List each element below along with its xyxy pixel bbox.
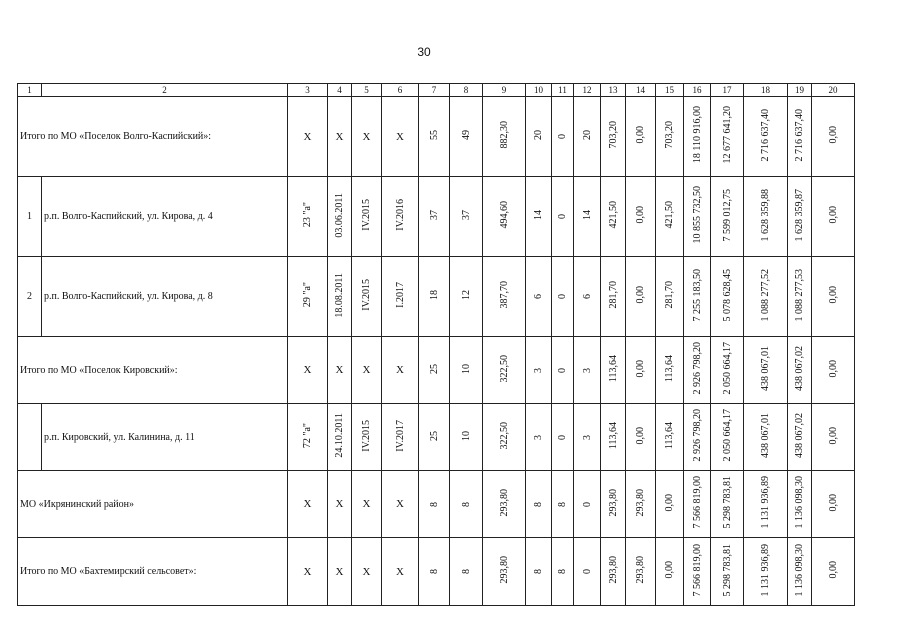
cell-c4: 24.10.2011 — [334, 413, 345, 458]
cell-c4: 18.08.2011 — [334, 272, 345, 318]
col-number: 4 — [328, 84, 352, 97]
cell-c17: 5 078 628,45 — [721, 268, 733, 322]
cell-c8: 8 — [460, 501, 472, 507]
cell-c4: X — [328, 337, 352, 404]
col-number: 16 — [684, 84, 711, 97]
cell-c13: 421,50 — [607, 201, 619, 229]
cell-c12: 3 — [581, 367, 593, 373]
cell-c9: 293,80 — [498, 488, 510, 517]
cell-c18: 438 067,01 — [760, 413, 771, 458]
cell-c6: I.2017 — [394, 282, 406, 308]
cell-c19: 2 716 637,40 — [794, 108, 805, 162]
table-row — [18, 538, 855, 606]
cell-c13: 703,20 — [607, 121, 619, 149]
col-number: 11 — [552, 84, 574, 97]
cell-c14: 0,00 — [635, 359, 646, 378]
cell-c19: 438 067,02 — [794, 346, 805, 391]
cell-c17: 2 050 664,17 — [721, 342, 733, 395]
row-name: р.п. Кировский, ул. Калинина, д. 11 — [42, 404, 288, 471]
cell-c14: 293,80 — [635, 556, 646, 584]
cell-c18: 1 131 936,89 — [760, 476, 771, 529]
cell-c7: 8 — [428, 501, 440, 507]
cell-c7: 8 — [428, 569, 440, 574]
cell-c15: 0,00 — [664, 561, 675, 579]
row-number — [18, 404, 42, 471]
row-name: р.п. Волго-Каспийский, ул. Кирова, д. 4 — [42, 177, 288, 257]
cell-c13: 293,80 — [607, 556, 619, 584]
cell-c18: 1 131 936,89 — [760, 543, 771, 597]
table-row — [18, 404, 855, 471]
cell-c18: 1 628 359,88 — [760, 188, 771, 242]
cell-c6: X — [382, 97, 419, 177]
cell-c7: 55 — [428, 130, 440, 140]
table-row — [18, 177, 855, 257]
cell-c8: 49 — [460, 130, 472, 140]
cell-c15: 703,20 — [664, 121, 675, 149]
cell-c10: 8 — [533, 501, 544, 507]
col-number: 18 — [744, 84, 788, 97]
cell-c5: X — [352, 97, 382, 177]
cell-c19: 1 088 277,53 — [794, 268, 805, 322]
cell-c9: 882,30 — [498, 121, 510, 149]
cell-c18: 2 716 637,40 — [760, 108, 771, 162]
cell-c10: 3 — [533, 434, 544, 440]
cell-c11: 0 — [557, 134, 568, 139]
cell-c8: 37 — [460, 210, 472, 220]
cell-c4: X — [328, 471, 352, 538]
col-number: 2 — [42, 84, 288, 97]
cell-c15: 281,70 — [664, 281, 675, 309]
cell-c20: 0,00 — [827, 426, 839, 445]
cell-c16: 7 566 819,00 — [691, 543, 703, 597]
cell-c7: 37 — [428, 210, 440, 220]
cell-c5: IV.2015 — [361, 419, 372, 452]
cell-c20: 0,00 — [827, 561, 839, 579]
cell-c16: 7 255 183,50 — [691, 268, 703, 322]
cell-c19: 1 136 098,30 — [794, 476, 805, 529]
cell-c3: 72 "а" — [302, 422, 313, 449]
col-number: 14 — [626, 84, 656, 97]
cell-c12: 14 — [581, 210, 593, 220]
cell-c7: 18 — [428, 290, 440, 300]
cell-c18: 1 088 277,52 — [760, 268, 771, 322]
cell-c16: 2 926 798,20 — [691, 409, 703, 462]
cell-c19: 1 628 359,87 — [794, 188, 805, 242]
cell-c11: 8 — [557, 501, 568, 507]
row-name: Итого по МО «Поселок Кировский»: — [18, 337, 288, 404]
table-row — [18, 257, 855, 337]
cell-c19: 438 067,02 — [794, 413, 805, 458]
row-name: МО «Икрянинский район» — [18, 471, 288, 538]
cell-c15: 113,64 — [664, 354, 675, 383]
cell-c4: X — [328, 97, 352, 177]
cell-c20: 0,00 — [827, 206, 839, 224]
cell-c6: IV.2016 — [394, 199, 406, 231]
cell-c14: 0,00 — [635, 426, 646, 445]
cell-c3: X — [288, 471, 328, 538]
cell-c4: X — [328, 538, 352, 606]
cell-c4: 03.06.2011 — [334, 192, 345, 238]
cell-c17: 5 298 783,81 — [721, 476, 733, 529]
cell-c16: 7 566 819,00 — [691, 476, 703, 529]
cell-c12: 3 — [581, 434, 593, 440]
cell-c11: 0 — [557, 367, 568, 373]
cell-c15: 0,00 — [664, 493, 675, 512]
cell-c15: 113,64 — [664, 421, 675, 450]
cell-c13: 281,70 — [607, 281, 619, 309]
cell-c13: 113,64 — [607, 421, 619, 450]
col-number: 12 — [574, 84, 601, 97]
col-number: 10 — [526, 84, 552, 97]
cell-c11: 8 — [557, 569, 568, 574]
row-number: 2 — [18, 257, 42, 337]
cell-c14: 0,00 — [635, 206, 646, 224]
cell-c12: 0 — [581, 501, 593, 507]
col-number: 3 — [288, 84, 328, 97]
table-row — [18, 97, 855, 177]
cell-c13: 293,80 — [607, 488, 619, 517]
col-number: 1 — [18, 84, 42, 97]
cell-c3: 23 "а" — [302, 202, 313, 228]
col-number: 13 — [601, 84, 626, 97]
cell-c17: 12 677 641,20 — [721, 106, 733, 164]
cell-c6: X — [382, 471, 419, 538]
row-name: р.п. Волго-Каспийский, ул. Кирова, д. 8 — [42, 257, 288, 337]
col-number: 20 — [812, 84, 855, 97]
cell-c6: X — [382, 538, 419, 606]
cell-c12: 20 — [581, 130, 593, 140]
cell-c5: IV.2015 — [361, 199, 372, 231]
cell-c20: 0,00 — [827, 493, 839, 512]
cell-c10: 8 — [533, 569, 544, 574]
cell-c16: 2 926 798,20 — [691, 342, 703, 395]
cell-c5: X — [352, 471, 382, 538]
cell-c5: X — [352, 337, 382, 404]
cell-c9: 494,60 — [498, 201, 510, 229]
cell-c12: 6 — [581, 294, 593, 299]
cell-c3: 29 "а" — [302, 282, 313, 308]
cell-c15: 421,50 — [664, 201, 675, 229]
cell-c5: X — [352, 538, 382, 606]
cell-c8: 10 — [460, 363, 472, 374]
cell-c5: IV.2015 — [361, 279, 372, 311]
table-row — [18, 471, 855, 538]
cell-c7: 25 — [428, 363, 440, 374]
cell-c9: 293,80 — [498, 556, 510, 584]
cell-c17: 5 298 783,81 — [721, 543, 733, 597]
cell-c12: 0 — [581, 569, 593, 574]
col-number: 15 — [656, 84, 684, 97]
col-number: 5 — [352, 84, 382, 97]
col-number: 7 — [419, 84, 450, 97]
cell-c3: X — [288, 337, 328, 404]
cell-c14: 0,00 — [635, 126, 646, 144]
cell-c11: 0 — [557, 294, 568, 299]
housing-program-table — [17, 83, 855, 606]
col-number: 8 — [450, 84, 483, 97]
page-number: 30 — [417, 45, 431, 59]
cell-c3: X — [288, 538, 328, 606]
cell-c8: 12 — [460, 290, 472, 300]
cell-c10: 14 — [533, 210, 544, 220]
cell-c7: 25 — [428, 430, 440, 441]
cell-c9: 322,50 — [498, 421, 510, 450]
cell-c14: 293,80 — [635, 488, 646, 517]
cell-c19: 1 136 098,30 — [794, 543, 805, 597]
row-name: Итого по МО «Бахтемирский сельсовет»: — [18, 538, 288, 606]
cell-c18: 438 067,01 — [760, 346, 771, 391]
cell-c6: IV.2017 — [394, 419, 406, 452]
cell-c13: 113,64 — [607, 354, 619, 383]
cell-c20: 0,00 — [827, 359, 839, 378]
cell-c8: 10 — [460, 430, 472, 441]
cell-c3: X — [288, 97, 328, 177]
row-name: Итого по МО «Поселок Волго-Каспийский»: — [18, 97, 288, 177]
column-number-row — [18, 84, 855, 97]
cell-c9: 322,50 — [498, 354, 510, 383]
cell-c16: 18 110 916,00 — [691, 106, 703, 164]
table-row — [18, 337, 855, 404]
col-number: 19 — [788, 84, 812, 97]
col-number: 9 — [483, 84, 526, 97]
cell-c17: 2 050 664,17 — [721, 409, 733, 462]
cell-c11: 0 — [557, 434, 568, 440]
cell-c10: 20 — [533, 130, 544, 140]
cell-c11: 0 — [557, 214, 568, 219]
cell-c10: 6 — [533, 294, 544, 299]
cell-c20: 0,00 — [827, 126, 839, 144]
col-number: 6 — [382, 84, 419, 97]
cell-c10: 3 — [533, 367, 544, 373]
cell-c9: 387,70 — [498, 281, 510, 309]
cell-c6: X — [382, 337, 419, 404]
cell-c14: 0,00 — [635, 286, 646, 304]
cell-c20: 0,00 — [827, 286, 839, 304]
cell-c16: 10 855 732,50 — [691, 186, 703, 244]
col-number: 17 — [711, 84, 744, 97]
cell-c8: 8 — [460, 569, 472, 574]
cell-c17: 7 599 012,75 — [721, 188, 733, 242]
row-number: 1 — [18, 177, 42, 257]
